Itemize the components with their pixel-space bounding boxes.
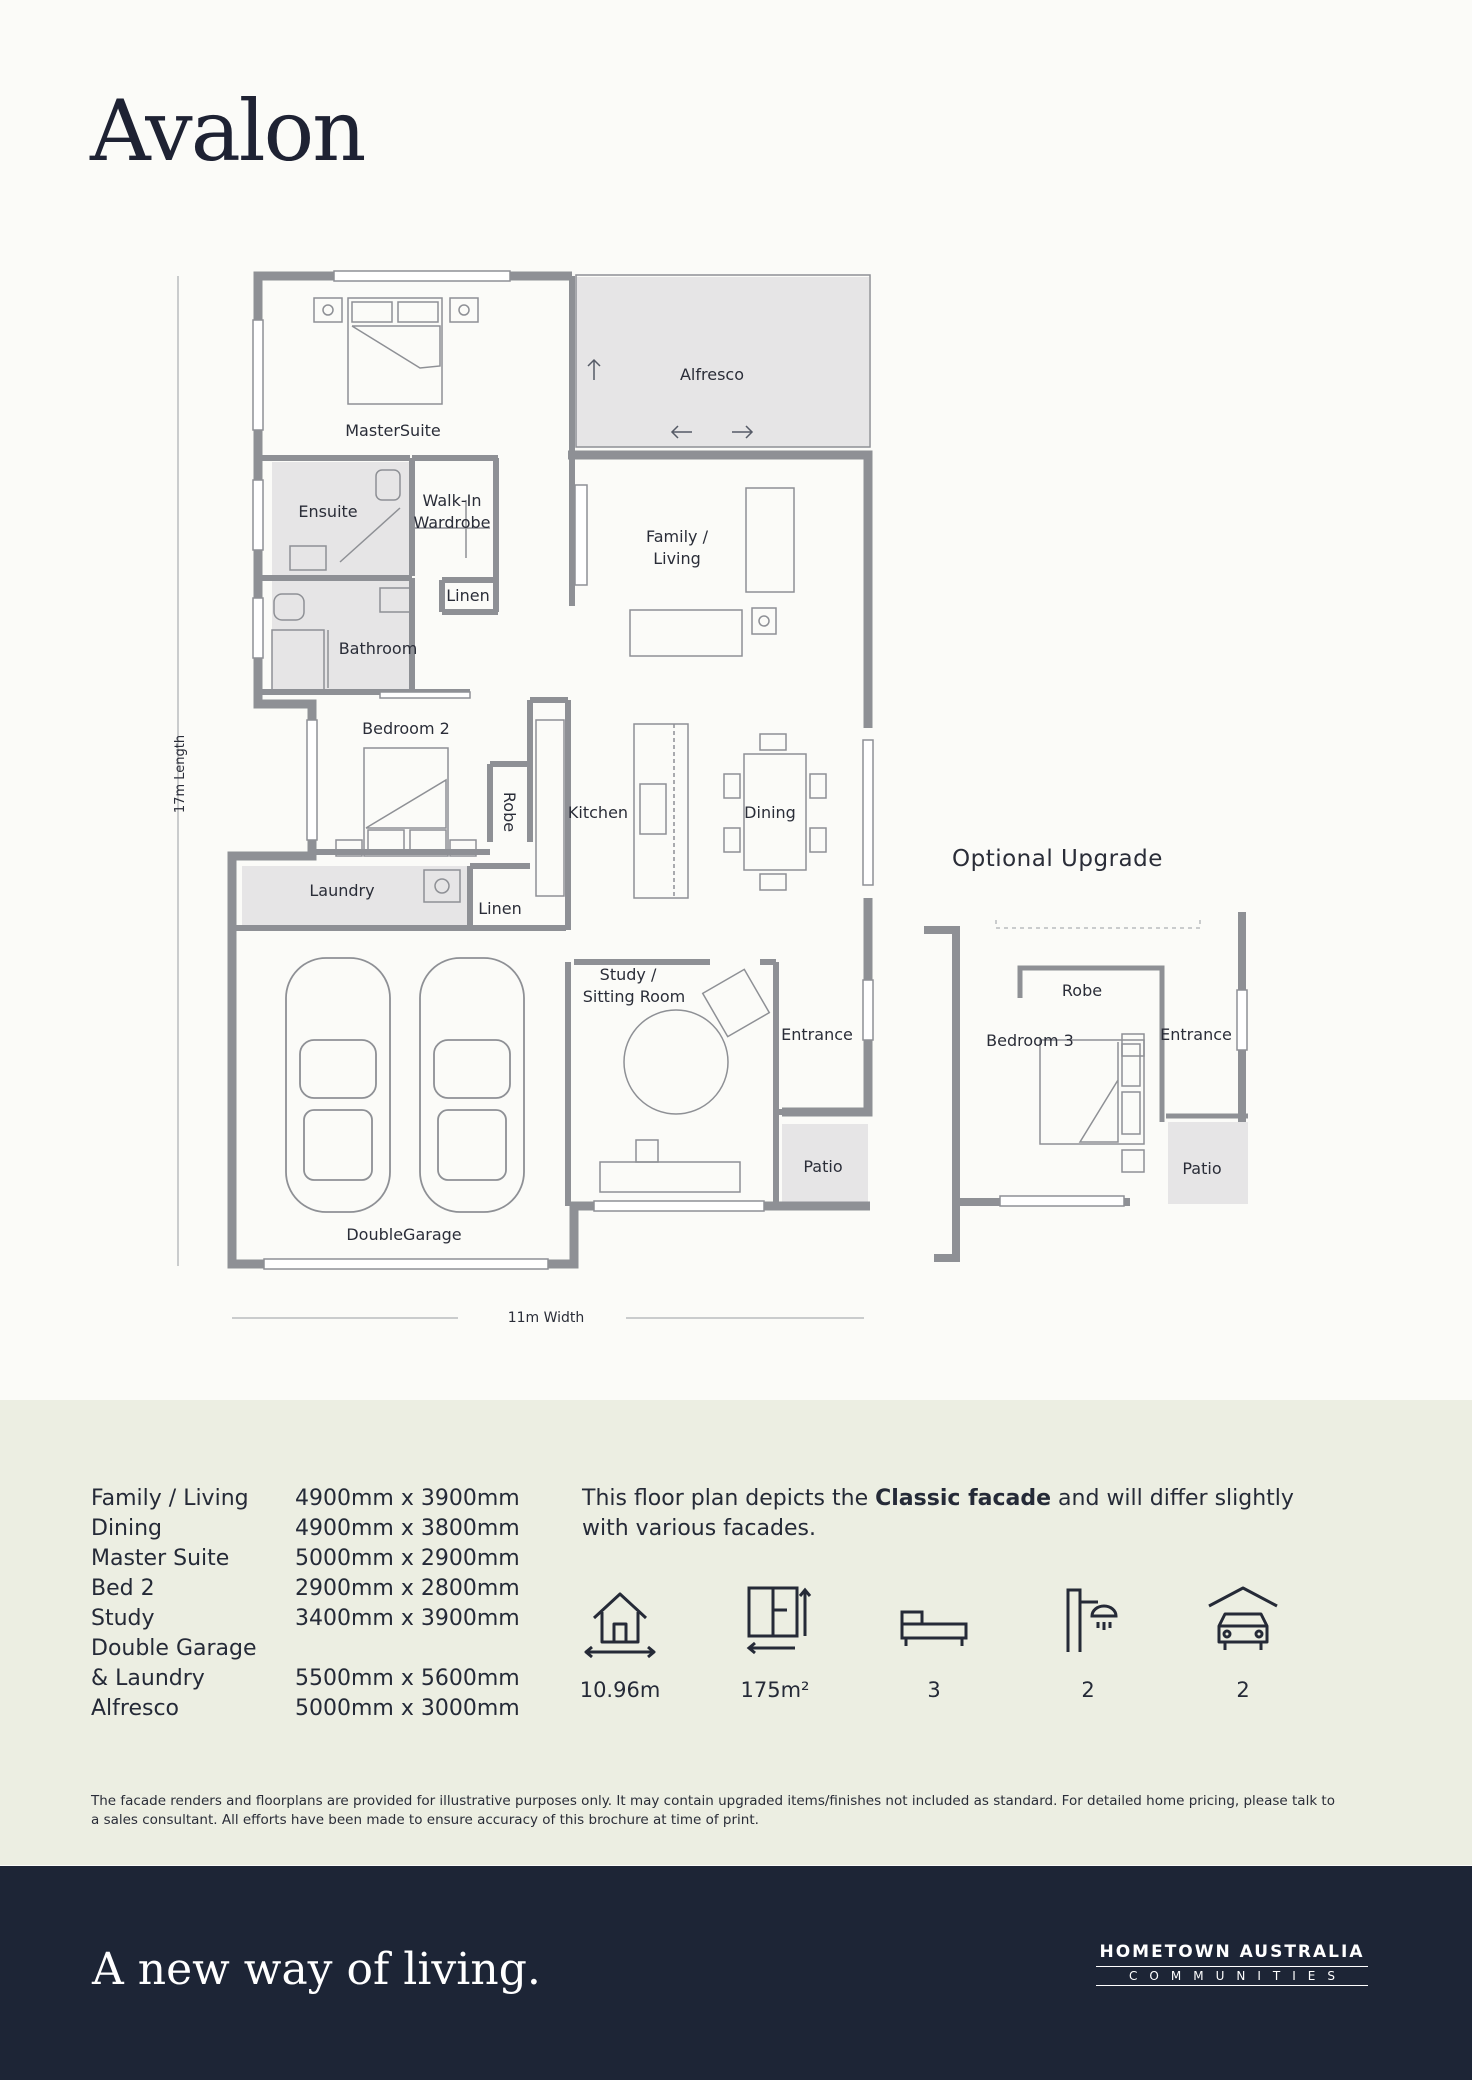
spec-room: Study bbox=[91, 1606, 155, 1631]
spec-row bbox=[91, 1514, 535, 1544]
spec-dimension: 5000mm x 3000mm bbox=[295, 1696, 520, 1721]
specifications-panel bbox=[0, 1400, 1472, 1865]
label-alfresco: Alfresco bbox=[679, 365, 745, 384]
upgrade-dashed-outline bbox=[996, 920, 1200, 928]
window bbox=[307, 720, 317, 840]
upgrade-wall-sw bbox=[934, 1202, 956, 1258]
label-bathroom: Bathroom bbox=[338, 639, 418, 658]
exterior-wall-east-upper bbox=[568, 455, 868, 728]
armchair bbox=[703, 969, 770, 1036]
car-windscreen bbox=[300, 1040, 376, 1098]
label-master-suite: MasterSuite bbox=[345, 421, 441, 440]
label-living: Living bbox=[653, 549, 701, 568]
spec-room: Alfresco bbox=[91, 1696, 180, 1721]
spec-row bbox=[91, 1634, 535, 1664]
tagline: A new way of living. bbox=[92, 1944, 541, 1995]
spec-dimension: 3400mm x 3900mm bbox=[295, 1606, 520, 1631]
window bbox=[334, 271, 510, 281]
width-value: 10.96m bbox=[579, 1678, 661, 1702]
area-value: 175m² bbox=[740, 1678, 810, 1702]
upgrade-label-entrance: Entrance bbox=[1160, 1025, 1232, 1044]
shower-icon bbox=[1048, 1580, 1128, 1660]
room-dimensions-table bbox=[91, 1484, 535, 1724]
garage-value: 2 bbox=[1236, 1678, 1250, 1702]
facade-note bbox=[582, 1484, 1342, 1544]
label-double-garage: DoubleGarage bbox=[346, 1225, 462, 1244]
label-wardrobe: Wardrobe bbox=[413, 513, 491, 532]
car-windscreen bbox=[434, 1040, 510, 1098]
pillow bbox=[368, 830, 404, 850]
pillow bbox=[410, 830, 446, 850]
window bbox=[1000, 1196, 1124, 1206]
spec-room: Dining bbox=[91, 1516, 163, 1541]
spec-row bbox=[91, 1604, 535, 1634]
master-bed bbox=[348, 298, 442, 404]
facade-note-text: This floor plan depicts the bbox=[582, 1486, 876, 1511]
feature-icons bbox=[560, 1580, 1320, 1720]
facade-name: Classic facade bbox=[875, 1486, 1052, 1511]
bed-sheet bbox=[366, 780, 446, 828]
window bbox=[253, 320, 263, 430]
study-rug bbox=[624, 1010, 728, 1114]
bed-sheet bbox=[1080, 1042, 1118, 1142]
car-roof bbox=[304, 1110, 372, 1180]
label-walk-in: Walk-In bbox=[422, 491, 482, 510]
upgrade-label-patio: Patio bbox=[1182, 1159, 1222, 1178]
house-width-icon bbox=[580, 1580, 660, 1660]
bedside-table bbox=[1122, 1150, 1144, 1172]
spec-row bbox=[91, 1664, 535, 1694]
kitchen-island bbox=[634, 724, 688, 898]
spec-room: & Laundry bbox=[91, 1666, 205, 1691]
spec-room: Bed 2 bbox=[91, 1576, 155, 1601]
chair bbox=[724, 828, 740, 852]
sofa bbox=[630, 610, 742, 656]
exterior-wall-east-lower bbox=[782, 898, 868, 1112]
feature-area bbox=[715, 1580, 835, 1720]
optional-upgrade-title: Optional Upgrade bbox=[952, 846, 1163, 872]
window bbox=[253, 480, 263, 550]
upgrade-label-bedroom-3: Bedroom 3 bbox=[986, 1031, 1074, 1050]
feature-bathrooms bbox=[1028, 1580, 1148, 1720]
spec-dimension: 5000mm x 2900mm bbox=[295, 1546, 520, 1571]
label-kitchen: Kitchen bbox=[567, 803, 629, 822]
garage-door bbox=[264, 1259, 548, 1269]
upgrade-label-robe: Robe bbox=[1061, 981, 1103, 1000]
pillow bbox=[398, 302, 438, 322]
alfresco-area bbox=[576, 277, 869, 447]
feature-garage bbox=[1183, 1580, 1303, 1720]
pillow bbox=[352, 302, 392, 322]
desk bbox=[600, 1162, 740, 1192]
width-label: 11m Width bbox=[507, 1310, 585, 1326]
spec-row bbox=[91, 1694, 535, 1724]
chair bbox=[760, 874, 786, 890]
spec-room: Double Garage bbox=[91, 1636, 257, 1661]
upgrade-wall-west bbox=[924, 930, 1130, 1202]
label-linen-2: Linen bbox=[478, 899, 522, 918]
car-roof bbox=[438, 1110, 506, 1180]
window bbox=[1237, 990, 1247, 1050]
label-ensuite: Ensuite bbox=[298, 502, 358, 521]
chair bbox=[760, 734, 786, 750]
lamp bbox=[759, 616, 769, 626]
bedrooms-value: 3 bbox=[927, 1678, 941, 1702]
spec-dimension: 5500mm x 5600mm bbox=[295, 1666, 520, 1691]
door bbox=[380, 692, 470, 698]
window bbox=[253, 598, 263, 658]
desk-chair bbox=[636, 1140, 658, 1162]
chair bbox=[724, 774, 740, 798]
garage-icon bbox=[1203, 1580, 1283, 1660]
footer-band bbox=[0, 1866, 1472, 2080]
facade-note-text: and will differ slightly with various facades. bbox=[582, 1486, 1294, 1541]
spec-dimension bbox=[295, 1634, 535, 1664]
spec-dimension: 4900mm x 3900mm bbox=[295, 1486, 520, 1511]
label-patio: Patio bbox=[803, 1157, 843, 1176]
bathroom-floor bbox=[272, 580, 412, 690]
window bbox=[594, 1201, 764, 1211]
bedside-table bbox=[314, 298, 342, 322]
label-sitting-room: Sitting Room bbox=[582, 987, 686, 1006]
bedside-lamp bbox=[323, 305, 333, 315]
bedside-table bbox=[450, 298, 478, 322]
spec-row bbox=[91, 1574, 535, 1604]
floor-area-icon bbox=[735, 1580, 815, 1660]
label-laundry: Laundry bbox=[309, 881, 375, 900]
spec-room: Family / Living bbox=[91, 1486, 249, 1511]
spec-row bbox=[91, 1484, 535, 1514]
label-bedroom-2: Bedroom 2 bbox=[362, 719, 450, 738]
spec-dimension: 2900mm x 2800mm bbox=[295, 1576, 520, 1601]
label-study: Study / bbox=[599, 965, 657, 984]
label-entrance: Entrance bbox=[781, 1025, 853, 1044]
bedside-lamp bbox=[459, 305, 469, 315]
bed-icon bbox=[894, 1580, 974, 1660]
spec-room: Master Suite bbox=[91, 1546, 230, 1571]
length-label: 17m Length bbox=[173, 734, 188, 814]
brand-subtitle: COMMUNITIES bbox=[1096, 1966, 1368, 1986]
page-title: Avalon bbox=[90, 82, 365, 180]
label-linen: Linen bbox=[446, 586, 490, 605]
spec-row bbox=[91, 1544, 535, 1574]
window bbox=[863, 980, 873, 1040]
bed2 bbox=[364, 748, 448, 856]
kitchen-bench bbox=[536, 720, 564, 896]
brand-logo bbox=[1096, 1942, 1368, 1986]
chair bbox=[810, 828, 826, 852]
pillow bbox=[1122, 1092, 1140, 1134]
feature-width bbox=[560, 1580, 680, 1720]
label-family: Family / bbox=[646, 527, 708, 546]
label-dining: Dining bbox=[744, 803, 796, 822]
kitchen-sink bbox=[640, 784, 666, 834]
fireplace bbox=[575, 485, 587, 585]
car-left bbox=[286, 958, 390, 1212]
feature-bedrooms bbox=[874, 1580, 994, 1720]
chair bbox=[810, 774, 826, 798]
bathrooms-value: 2 bbox=[1081, 1678, 1095, 1702]
sofa bbox=[746, 488, 794, 592]
bed-sheet bbox=[352, 326, 440, 368]
side-table bbox=[752, 608, 776, 634]
pillow bbox=[1122, 1044, 1140, 1086]
brand-name: HOMETOWN AUSTRALIA bbox=[1099, 1942, 1365, 1962]
label-robe: Robe bbox=[500, 791, 519, 833]
car-right bbox=[420, 958, 524, 1212]
disclaimer-text: The facade renders and floorplans are provided for illustrative purposes only. It may contain upgraded items/finishes not included as standard. For detailed home pricing, please talk to a sales consultant. All efforts have been made to ensure accuracy of this brochure at time of print. bbox=[91, 1793, 1335, 1828]
spec-dimension: 4900mm x 3800mm bbox=[295, 1516, 520, 1541]
window bbox=[863, 740, 873, 885]
